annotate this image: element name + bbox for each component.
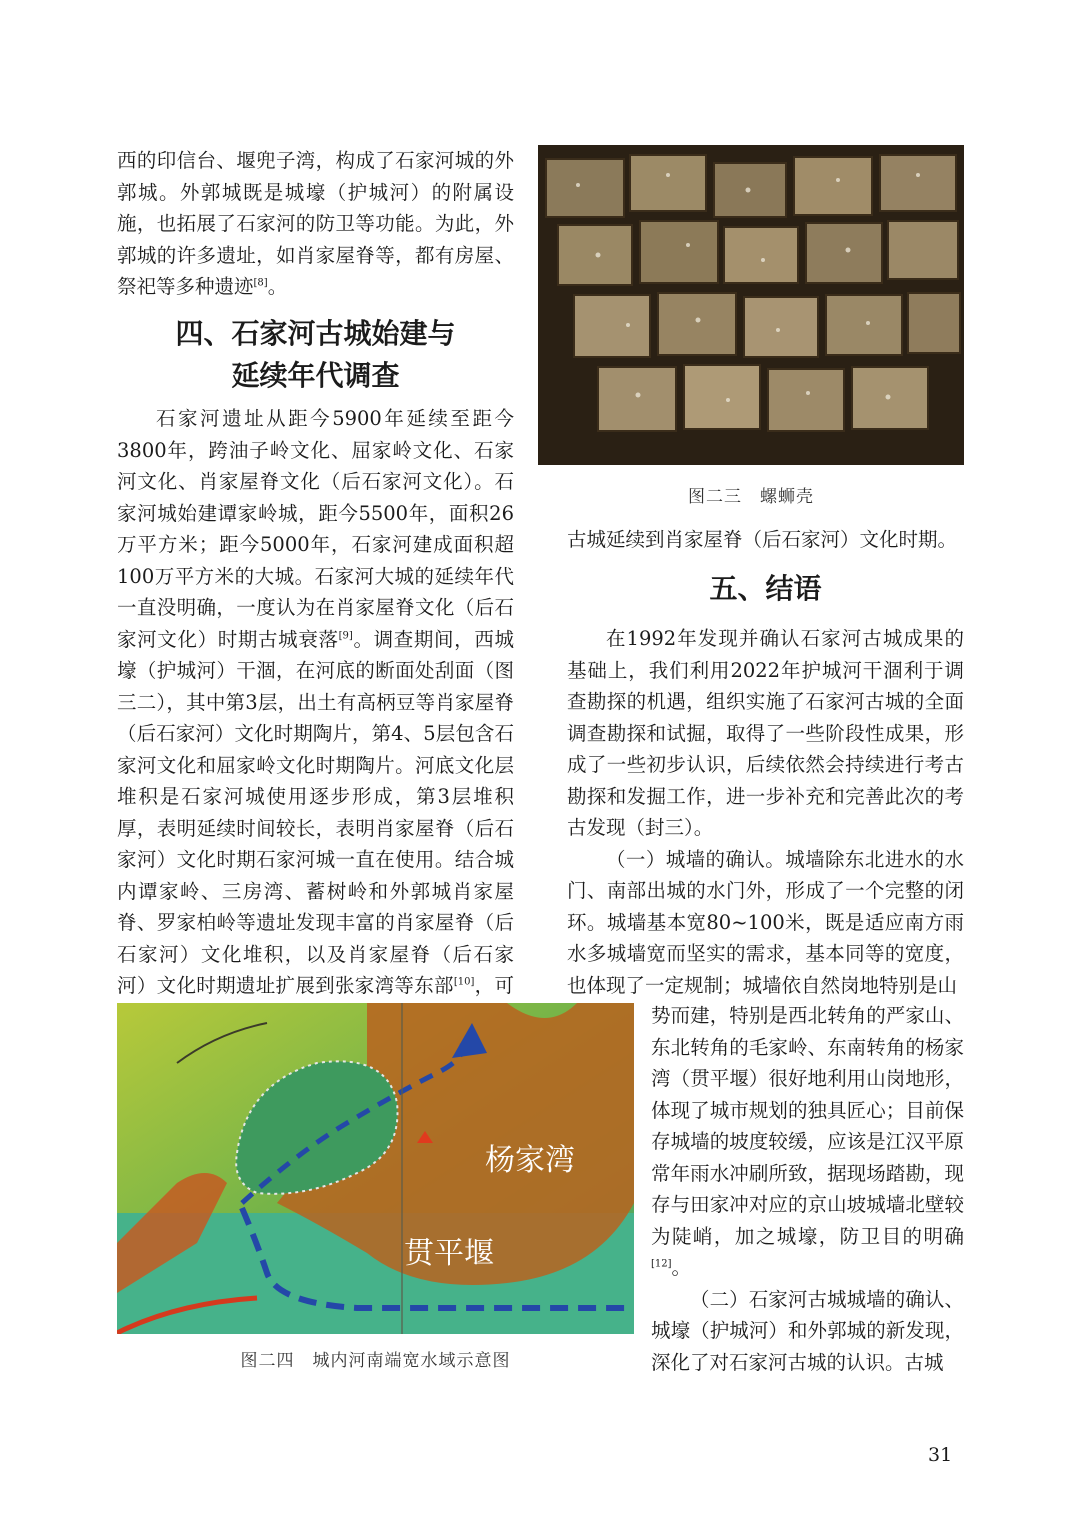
right-narrow-column [651, 1000, 964, 1378]
left-column-body [117, 403, 514, 1033]
map-label-yangjiawan: 杨家湾 [485, 1143, 575, 1178]
figure-23-photo [538, 145, 964, 465]
paragraph: （二）石家河古城城墙的确认、城壕（护城河）和外郭城的新发现，深化了对石家河古城的认识。古城 [651, 1287, 964, 1374]
paragraph: 古城延续到肖家屋脊（后石家河）文化时期。 [567, 528, 958, 551]
map-label-guanpingyan: 贯平堰 [404, 1236, 494, 1271]
left-column-top [117, 145, 514, 303]
paragraph: 西的印信台、堰兜子湾，构成了石家河城的外郭城。外郭城既是城壕（护城河）的附属设施，也拓展了石家河的防卫等功能。为此，外郭城的许多遗址，如肖家屋脊等，都有房屋、祭祀等多种遗迹[8]。 [117, 149, 514, 298]
right-column-continuation [567, 524, 964, 556]
page-number: 31 [928, 1444, 953, 1466]
figure-24-caption: 图二四 城内河南端宽水域示意图 [240, 1351, 511, 1371]
section-heading-5: 五、结语 [709, 572, 822, 605]
figure-24-map [117, 1003, 634, 1334]
paragraph: （一）城墙的确认。城墙除东北进水的水门、南部出城的水门外，形成了一个完整的闭环。城墙基本宽80~100米，既是适应南方雨水多城墙宽而坚实的需求，基本同等的宽度，也体现了一定规制；城墙依自然岗地特别是山 [567, 847, 964, 997]
section-heading-4: 四、石家河古城始建与 延续年代调查 [175, 317, 456, 392]
paragraph: 在1992年发现并确认石家河古城成果的基础上，我们利用2022年护城河干涸利于调查勘探的机遇，组织实施了石家河古城的全面调查勘探和试掘，取得了一些阶段性成果，形成了一些初步认识，后续依然会持续进行考古勘探和发掘工作，进一步补充和完善此次的考古发现（封三）。 [567, 627, 964, 839]
right-column-body [567, 623, 964, 1001]
figure-23-caption: 图二三 螺蛳壳 [688, 487, 814, 507]
paragraph: 势而建，特别是西北转角的严家山、东北转角的毛家岭、东南转角的杨家湾（贯平堰）很好地利用山岗地形，体现了城市规划的独具匠心；目前保存城墙的坡度较缓，应该是江汉平原常年雨水冲刷所致，据现场踏勘，现存与田家冲对应的京山坡城墙北壁较为陡峭，加之城壕，防卫目的明确[12]。 [651, 1004, 964, 1279]
paragraph: 石家河遗址从距今5900年延续至距今3800年，跨油子岭文化、屈家岭文化、石家河文化、肖家屋脊文化（后石家河文化）。石家河城始建谭家岭城，距今5500年，面积26万平方米；距今5000年，石家河建成面积超100万平方米的大城。石家河大城的延续年代一直没明确，一度认为在肖家屋脊文化（后石家河文化）时期古城衰落[9]。调查期间，西城壕（护城河）干涸，在河底的断面处刮面（图三二），其中第3层，出土有高柄豆等肖家屋脊（后石家河）文化时期陶片，第4、5层包含石家河文化和屈家岭文化时期陶片。河底文化层堆积是石家河城使用逐步形成，第3层堆积厚，表明延续时间较长，表明肖家屋脊（后石家河）文化时期石家河城一直在使用。结合城内谭家岭、三房湾、蓄树岭和外郭城肖家屋脊、罗家柏岭等遗址发现丰富的肖家屋脊（后石家河）文化堆积，以及肖家屋脊（后石家河）文化时期遗址扩展到张家湾等东部[10]，可 [117, 407, 514, 997]
